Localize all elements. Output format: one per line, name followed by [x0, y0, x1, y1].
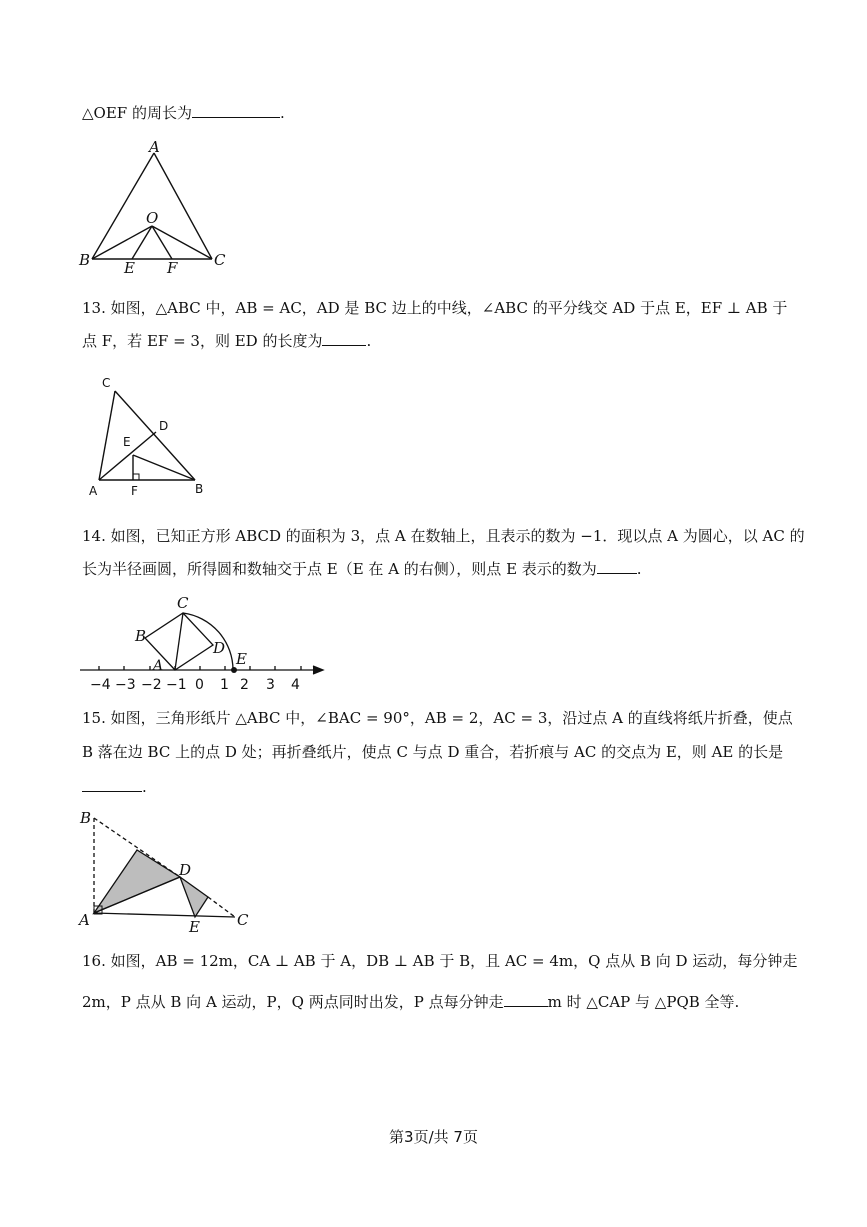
- fig13-label-E: E: [123, 435, 131, 449]
- fig15-side-DC-dashed: [208, 897, 235, 917]
- fig12-label-A: A: [149, 138, 160, 156]
- fig14-tick-label: 0: [195, 677, 204, 693]
- fig15-side-AC: [94, 913, 235, 917]
- fig12-label-F: F: [167, 259, 178, 275]
- fig14-label-A: A: [153, 658, 164, 674]
- fig12-label-O: O: [146, 209, 159, 227]
- question-15-line-2: B 落在边 BC 上的点 D 处；再折叠纸片，使点 C 与点 D 重合，若折痕与 AC 的交点为 E，则 AE 的长是: [82, 743, 784, 761]
- fig15-shaded-fold-DEC: [180, 877, 208, 917]
- fig14-label-D: D: [213, 639, 226, 657]
- fig12-side-AB: [92, 153, 154, 259]
- question-14-line-2: [82, 558, 642, 580]
- fig14-diagonal-AC: [175, 613, 183, 670]
- fig13-right-angle-mark: [133, 474, 139, 480]
- fig14-label-B: B: [135, 627, 147, 645]
- fig13-label-C: C: [102, 376, 111, 390]
- fig15-label-D: D: [179, 861, 192, 879]
- answer-blank-15[interactable]: [82, 777, 142, 792]
- question-16-line-2: [82, 991, 739, 1013]
- fig13-label-A: A: [89, 484, 98, 498]
- question-12-tail: [82, 102, 285, 124]
- figure-13: [82, 372, 222, 502]
- fig14-tick-label: 2: [240, 677, 249, 693]
- fig15-label-A: A: [79, 911, 90, 929]
- fig14-tick-label: 1: [220, 677, 229, 693]
- fig14-tick-label: 4: [291, 677, 300, 693]
- question-14-end: .: [636, 560, 642, 578]
- question-13-text: 点 F，若 EF = 3，则 ED 的长度为: [82, 332, 323, 350]
- question-16-text-a: 2m，P 点从 B 向 A 运动，P，Q 两点同时出发，P 点每分钟走: [82, 993, 504, 1011]
- fig13-label-F: F: [131, 484, 138, 498]
- page-footer: 第3页/共 7页: [389, 1128, 478, 1146]
- fig12-label-C: C: [214, 251, 226, 269]
- question-13-line-2: [82, 330, 371, 352]
- question-14-text: 长为半径画圆，所得圆和数轴交于点 E（E 在 A 的右侧），则点 E 表示的数为: [82, 560, 597, 578]
- fig15-label-B: B: [80, 809, 92, 827]
- figure-15: [75, 805, 260, 940]
- fig14-tick-label: −1: [166, 677, 187, 693]
- figure-14: [75, 590, 335, 695]
- question-16-text-b: m 时 △CAP 与 △PQB 全等.: [547, 993, 740, 1011]
- answer-blank-12[interactable]: [192, 103, 280, 118]
- fig15-shaded-fold-ABD: [94, 850, 180, 913]
- answer-blank-16[interactable]: [504, 992, 548, 1007]
- answer-blank-14[interactable]: [597, 559, 637, 574]
- question-12-text: △OEF 的周长为: [82, 104, 192, 122]
- fig13-label-D: D: [159, 419, 169, 433]
- question-13-line-1: 13. 如图，△ABC 中，AB = AC，AD 是 BC 边上的中线，∠ABC 的平分线交 AD 于点 E，EF ⊥ AB 于: [82, 299, 788, 317]
- fig15-label-C: C: [237, 911, 249, 929]
- fig15-label-E: E: [189, 918, 200, 936]
- fig14-label-E: E: [236, 650, 247, 668]
- fig12-label-B: B: [79, 251, 91, 269]
- question-15-end: .: [142, 778, 147, 796]
- question-12-end: .: [279, 104, 285, 122]
- fig14-tick-label: −3: [115, 677, 136, 693]
- figure-12: [75, 135, 235, 275]
- fig14-axis-arrow: [313, 666, 323, 674]
- fig14-tick-label: −4: [90, 677, 111, 693]
- fig13-label-B: B: [195, 482, 204, 496]
- fig14-tick-label: −2: [141, 677, 162, 693]
- question-13-end: .: [366, 332, 372, 350]
- fig14-label-C: C: [177, 594, 189, 612]
- question-14-line-1: 14. 如图，已知正方形 ABCD 的面积为 3，点 A 在数轴上，且表示的数为 −1．现以点 A 为圆心，以 AC 的: [82, 527, 805, 545]
- question-16-line-1: 16. 如图，AB = 12m，CA ⊥ AB 于 A，DB ⊥ AB 于 B，且 AC = 4m，Q 点从 B 向 D 运动，每分钟走: [82, 952, 798, 970]
- fig14-tick-label: 3: [266, 677, 275, 693]
- question-15-line-3: [82, 776, 147, 798]
- answer-blank-13[interactable]: [322, 331, 366, 346]
- fig13-segment-BE: [133, 455, 195, 480]
- fig12-label-E: E: [124, 259, 135, 275]
- fig13-side-AC: [99, 391, 115, 480]
- question-15-line-1: 15. 如图，三角形纸片 △ABC 中，∠BAC = 90°，AB = 2，AC = 3，沿过点 A 的直线将纸片折叠，使点: [82, 709, 793, 727]
